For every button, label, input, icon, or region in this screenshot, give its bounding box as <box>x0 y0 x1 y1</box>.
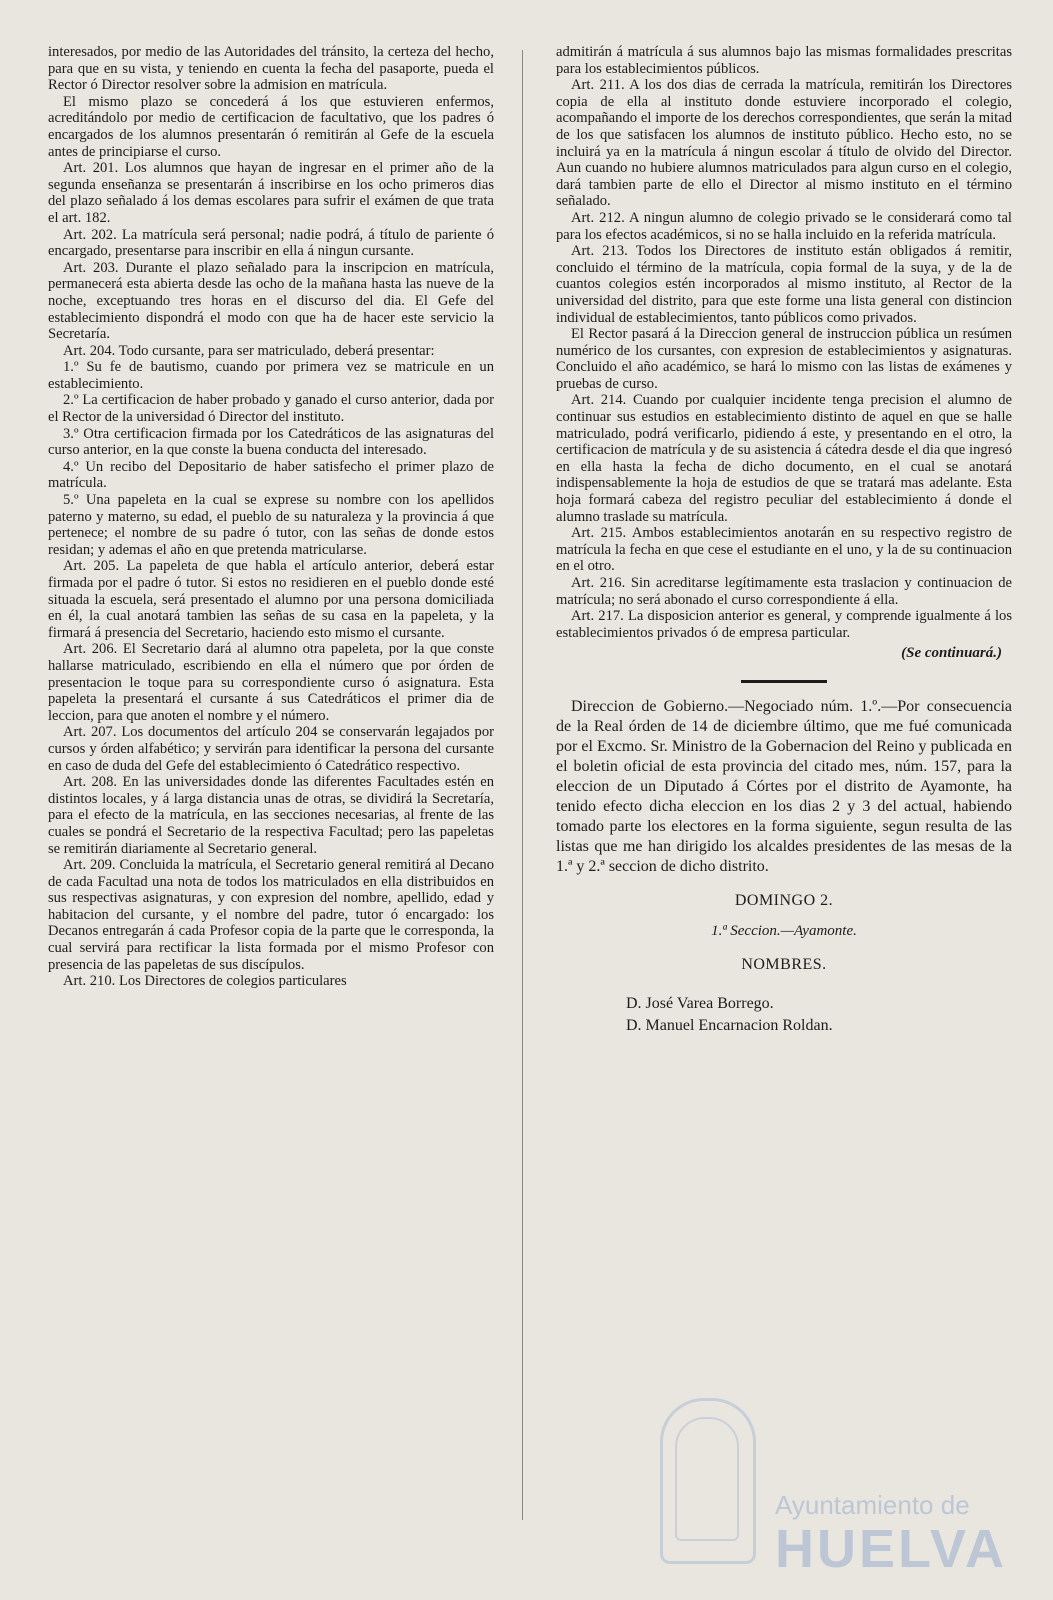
article-209: Art. 209. Concluida la matrícula, el Secretario general remitirá al Decano de cada Facultad una nota de todos los matriculados en ella distribuidos en sus respectivas asignaturas, y con expresion del nombre, apellido, edad y habitacion del cursante, y el nombre del padre, tutor ó encargado: los Decanos entregarán á cada Profesor copia de la parte que le corresponda, la cual servirá para rectificar la lista formada por el mismo Profesor con presencia de las papeletas de sus discípulos. <box>48 857 494 973</box>
paragraph: interesados, por medio de las Autoridades del tránsito, la certeza del hecho, para que en su vista, y teniendo en cuenta la fecha del pasaporte, pueda el Rector ó Director resolver sobre la admision en matrícula. <box>48 44 494 94</box>
section-rule <box>741 680 827 683</box>
article-210: Art. 210. Los Directores de colegios particulares <box>63 973 347 990</box>
seal-watermark-icon <box>660 1398 756 1564</box>
seal-inner <box>675 1417 739 1541</box>
article-214: Art. 214. Cuando por cualquier incidente tenga precision el alumno de continuar sus estudios en establecimiento distinto de aquel en que se halle matriculado, podrá verificarlo, pidiendo á este, y presentando en el otro, la certificacion de matrícula y de su asistencia á cátedra desde el dia que ingresó en ella hasta la fecha de dicho documento, en el cual se anotará indispensablemente la hoja de estudios de que se tratará mas adelante. Esta hoja formará cabeza del registro peculiar del establecimiento á donde el alumno traslade su matrícula. <box>556 392 1012 525</box>
article-211: Art. 211. A los dos dias de cerrada la matrícula, remitirán los Directores copia de ella al instituto donde estuviere incorporado el colegio, acompañando el importe de los derechos correspondientes, que serán la mitad de los que satisfacen los alumnos de instituto público. Hecho esto, no se incluirá ya en la matrícula á ningun escolar á título de olvido del Director. Aun cuando no hubiere alumnos matriculados para algun curso en el colegio, dará tambien parte de ello el Director al mismo instituto en el término señalado. <box>556 77 1012 210</box>
watermark <box>775 1490 1040 1578</box>
article-216: Art. 216. Sin acreditarse legítimamente esta traslacion y continuacion de matrícula; no será abonado el curso correspondiente á ella. <box>556 575 1012 608</box>
paragraph: admitirán á matrícula á sus alumnos bajo las mismas formalidades prescritas para los establecimientos públicos. <box>556 44 1012 77</box>
article-205: Art. 205. La papeleta de que habla el artículo anterior, deberá estar firmada por el padre ó tutor. Si estos no residieren en el pueblo donde esté situada la escuela, será presentado el alumno por una persona domiciliada en él, la cual anotará tambien las señas de su casa en la papeleta, y la firmará á presencia del Secretario, haciendo esto mismo el cursante. <box>48 558 494 641</box>
article-212: Art. 212. A ningun alumno de colegio privado se le considerará como tal para los efectos académicos, si no se halla incluido en la referida matrícula. <box>556 209 1012 243</box>
article-202: Art. 202. La matrícula será personal; nadie podrá, á título de pariente ó encargado, presentarse para inscribir en ella á ningun cursante. <box>48 226 494 260</box>
left-column <box>48 44 494 990</box>
government-notice: Direccion de Gobierno.—Negociado núm. 1.º.—Por consecuencia de la Real órden de 14 de diciembre último, que me fué comunicada por el Excmo. Sr. Ministro de la Gobernacion del Reino y publicada en el boletin oficial de esta provincia del citado mes, núm. 157, para la eleccion de un Diputado á Córtes por el distrito de Ayamonte, ha tenido efecto dicha eleccion en los dias 2 y 3 del actual, habiendo tomado parte los electores en la forma siguiente, segun resulta de las listas que me han dirigido los alcaldes presidentes de las mesas de la 1.ª y 2.ª seccion de dicho distrito. <box>556 698 1012 876</box>
watermark-line-1: Ayuntamiento de <box>775 1490 970 1520</box>
article-213: Art. 213. Todos los Directores de instituto están obligados á remitir, concluido el término de la matrícula, copia formal de la suya, y de la de cuantos colegios estén incorporados al mismo instituto, al Rector de la universidad del distrito, para que este forme una lista general con distincion individual de establecimientos, tanto públicos como privados. <box>556 243 1012 326</box>
list-item: 3.º Otra certificacion firmada por los Catedráticos de las asignaturas del curso anterior, en la que conste la buena conducta del interesado. <box>48 425 494 459</box>
article-208: Art. 208. En las universidades donde las diferentes Facultades estén en distintos locales, y á larga distancia unas de otras, se dividirá la Secretaría, para el efecto de la matrícula, en las secciones necesarias, al frente de las cuales se pondrá el Secretario de la respectiva Facultad; pero las papeletas se remitirán diariamente al Secretario general. <box>48 774 494 857</box>
article-204: Art. 204. Todo cursante, para ser matriculado, deberá presentar: <box>63 342 435 359</box>
article-201: Art. 201. Los alumnos que hayan de ingresar en el primer año de la segunda enseñanza se presentarán á inscribirse en los ocho primeros dias del plazo señalado á los demas escolares para sufrir el exámen de que trata el art. 182. <box>48 160 494 226</box>
list-item: 4.º Un recibo del Depositario de haber satisfecho el primer plazo de matrícula. <box>48 458 494 492</box>
article-203: Art. 203. Durante el plazo señalado para la inscripcion en matrícula, permanecerá esta abierta desde las ocho de la mañana hasta las nueve de la noche, exceptuando tres horas en el discurso del dia. El Gefe del establecimiento dispondrá el modo con que ha de hacer este servicio la Secretaría. <box>48 259 494 343</box>
names-heading: NOMBRES. <box>741 956 827 974</box>
article-206: Art. 206. El Secretario dará al alumno otra papeleta, por la que conste hallarse matriculado, escribiendo en ella el número que por órden de presentacion le toque para su correspondiente curso ó asignatura. Esta papeleta la presentará el cursante á sus Catedráticos el primer dia de leccion, para que anoten el nombre y el número. <box>48 641 494 724</box>
names-list <box>626 993 1012 1037</box>
watermark-line-2: HUELVA <box>775 1519 1007 1579</box>
list-item: D. José Varea Borrego. <box>626 995 774 1013</box>
paragraph: El mismo plazo se concederá á los que estuvieren enfermos, acreditándolo por medio de certificacion de facultativo, que los padres ó encargados de los alumnos presentarán ó remitirán al Gefe de la escuela antes de principiarse el curso. <box>48 93 494 160</box>
article-207: Art. 207. Los documentos del artículo 204 se conservarán legajados por cursos y órden alfabético; y servirán para identificar la persona del cursante en caso de duda del Gefe del establecimiento ó Catedrático respectivo. <box>48 724 494 774</box>
continuation-note: (Se continuará.) <box>901 645 1002 662</box>
list-item: 5.º Una papeleta en la cual se exprese su nombre con los apellidos paterno y materno, su edad, el pueblo de su naturaleza y la provincia á que pertenece; el nombre de su padre ó tutor, con las señas de donde estos residan; y ademas el año en que pretenda matricularse. <box>48 492 494 558</box>
right-column <box>556 44 1012 1037</box>
column-divider <box>522 50 523 1520</box>
article-215: Art. 215. Ambos establecimientos anotarán en su respectivo registro de matrícula la fecha en que cese el estudiante en el uno, y la de su continuacion en el otro. <box>556 525 1012 575</box>
article-217: Art. 217. La disposicion anterior es general, y comprende igualmente á los establecimientos privados ó de empresa particular. <box>556 608 1012 641</box>
list-item: 2.º La certificacion de haber probado y ganado el curso anterior, dada por el Rector de la universidad ó Director del instituto. <box>48 392 494 426</box>
paragraph: El Rector pasará á la Direccion general de instruccion pública un resúmen numérico de los cursantes, con expresion de establecimientos y asignaturas. Concluido el año académico, se hará lo mismo con las listas de exámenes y pruebas de curso. <box>556 326 1012 392</box>
section-heading: 1.ª Seccion.—Ayamonte. <box>711 923 857 940</box>
day-heading: DOMINGO 2. <box>734 892 834 910</box>
list-item: D. Manuel Encarnacion Roldan. <box>626 1017 833 1035</box>
list-item: 1.º Su fe de bautismo, cuando por primera vez se matricule en un establecimiento. <box>48 359 494 392</box>
